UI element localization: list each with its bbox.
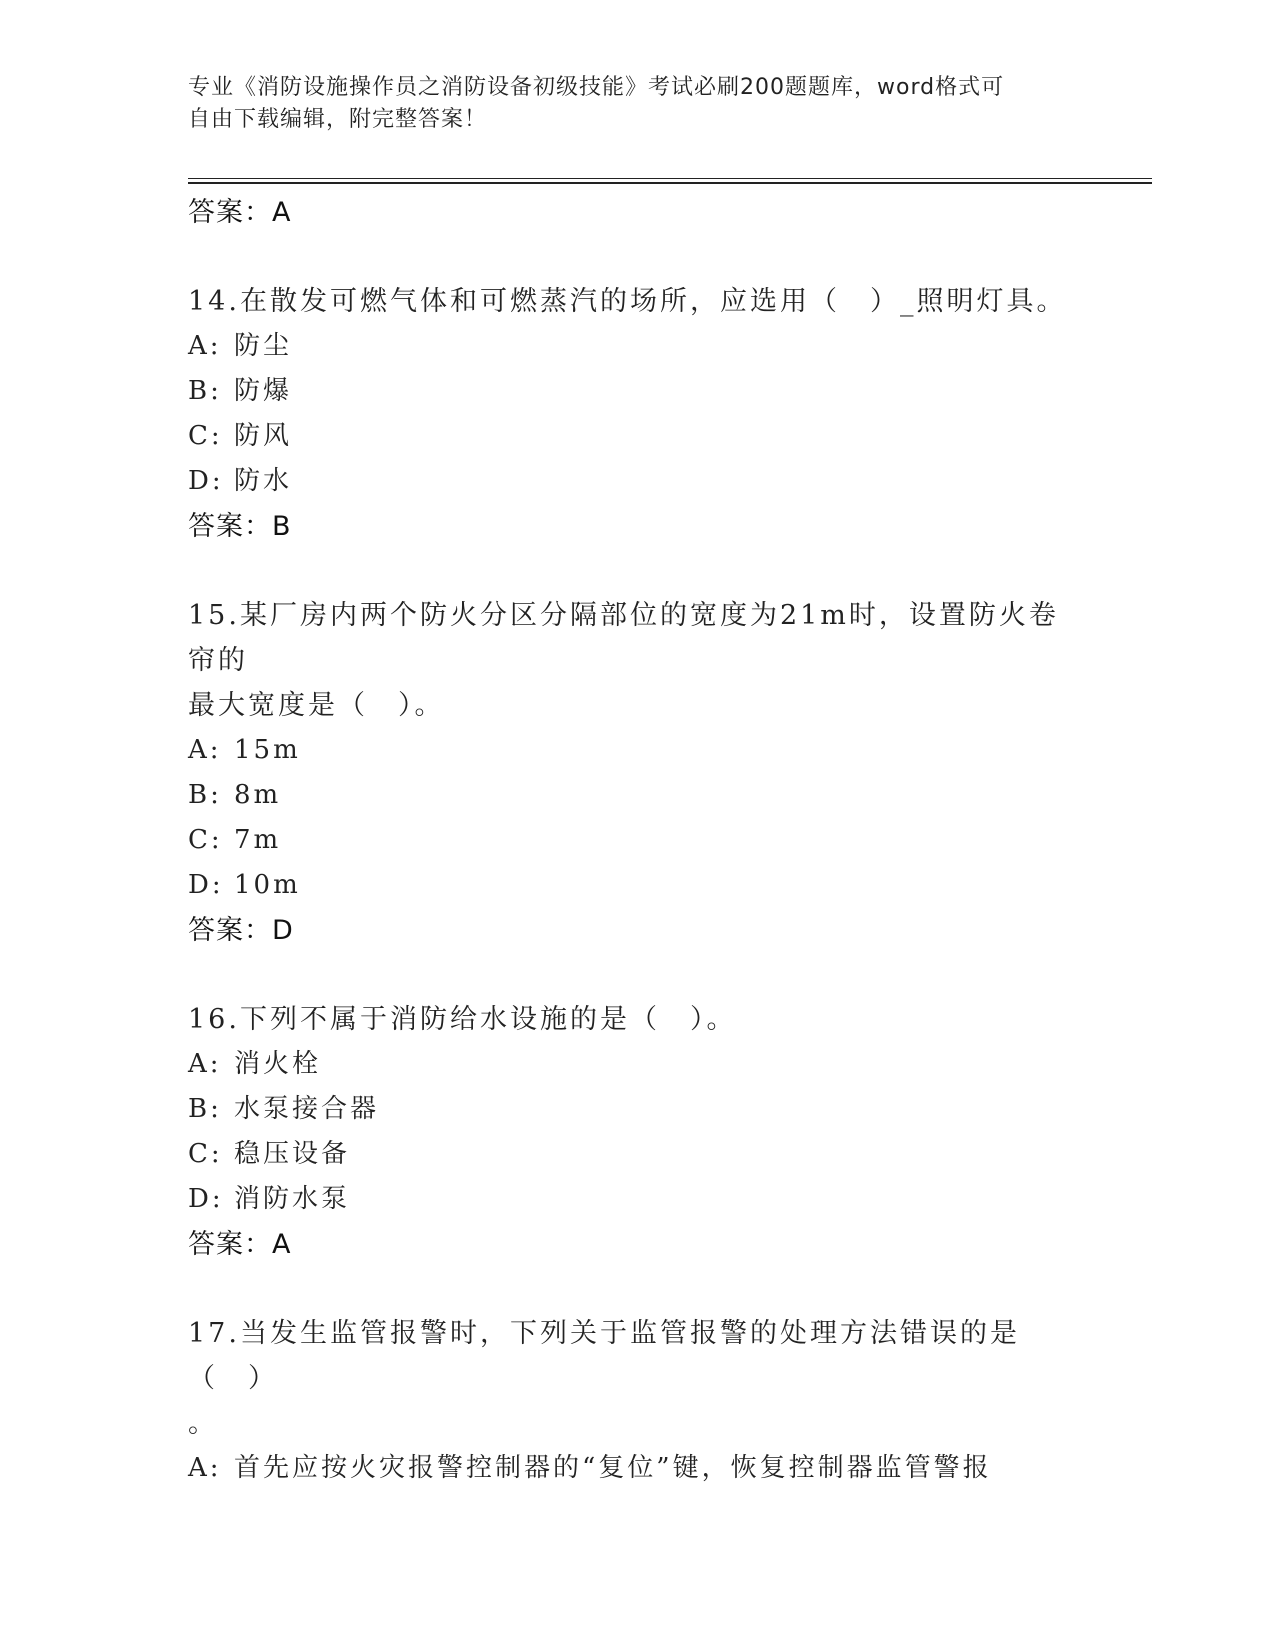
option-text: 首先应按火灾报警控制器的“复位”键，恢复控制器监管警报: [234, 1453, 992, 1483]
question-stem: 16.下列不属于消防给水设施的是（ ）。: [188, 1004, 737, 1035]
answer-label: 答案：A: [188, 197, 292, 228]
option-d: [188, 1177, 1088, 1222]
option-text: 防风: [234, 421, 293, 451]
option-a: [188, 324, 1088, 369]
option-b: [188, 369, 1088, 414]
header-divider-thin: [188, 178, 1152, 179]
question-stem-continued: 最大宽度是（ ）。: [188, 690, 445, 721]
option-text: 防尘: [234, 331, 293, 361]
option-a: [188, 728, 1088, 773]
document-header: [188, 72, 1088, 136]
option-b: [188, 773, 1088, 818]
answer-label: 答案：A: [188, 1229, 292, 1260]
option-letter: B:: [188, 376, 222, 406]
question-16: [188, 997, 1088, 1267]
question-17: [188, 1311, 1088, 1491]
question-stem: 17.当发生监管报警时，下列关于监管报警的处理方法错误的是（ ）: [188, 1318, 1020, 1394]
header-line-2: 自由下载编辑，附完整答案！: [188, 107, 488, 132]
option-c: [188, 414, 1088, 459]
option-text: 消火栓: [234, 1049, 322, 1079]
option-text: 水泵接合器: [234, 1094, 380, 1124]
option-letter: A:: [188, 1049, 222, 1079]
option-b: [188, 1087, 1088, 1132]
option-letter: A:: [188, 331, 222, 361]
question-stem-continued: 。: [188, 1408, 218, 1439]
option-text: 7m: [234, 825, 282, 855]
option-letter: B:: [188, 780, 222, 810]
answer-label: 答案：B: [188, 511, 292, 542]
question-content: [188, 190, 1088, 1491]
header-divider-thick: [188, 182, 1152, 184]
header-line-1: 专业《消防设施操作员之消防设备初级技能》考试必刷200题题库，word格式可: [188, 75, 1005, 100]
option-text: 防爆: [234, 376, 293, 406]
question-15: [188, 593, 1088, 953]
question-stem: 14.在散发可燃气体和可燃蒸汽的场所，应选用（ ）_照明灯具。: [188, 286, 1067, 317]
question-stem: 15.某厂房内两个防火分区分隔部位的宽度为21m时，设置防火卷帘的: [188, 600, 1059, 676]
option-text: 8m: [234, 780, 282, 810]
option-letter: C:: [188, 825, 223, 855]
option-text: 15m: [234, 735, 301, 765]
option-letter: D:: [188, 870, 224, 900]
option-text: 10m: [234, 870, 301, 900]
option-text: 稳压设备: [234, 1139, 351, 1169]
option-letter: A:: [188, 735, 222, 765]
question-14: [188, 279, 1088, 549]
option-letter: D:: [188, 1184, 224, 1214]
option-letter: B:: [188, 1094, 222, 1124]
option-c: [188, 818, 1088, 863]
option-text: 消防水泵: [234, 1184, 351, 1214]
answer-label: 答案：D: [188, 915, 294, 946]
option-letter: D:: [188, 466, 224, 496]
option-a: [188, 1446, 1088, 1491]
option-a: [188, 1042, 1088, 1087]
option-letter: C:: [188, 421, 223, 451]
option-c: [188, 1132, 1088, 1177]
option-text: 防水: [234, 466, 293, 496]
option-letter: C:: [188, 1139, 223, 1169]
option-letter: A:: [188, 1453, 222, 1483]
option-d: [188, 459, 1088, 504]
option-d: [188, 863, 1088, 908]
